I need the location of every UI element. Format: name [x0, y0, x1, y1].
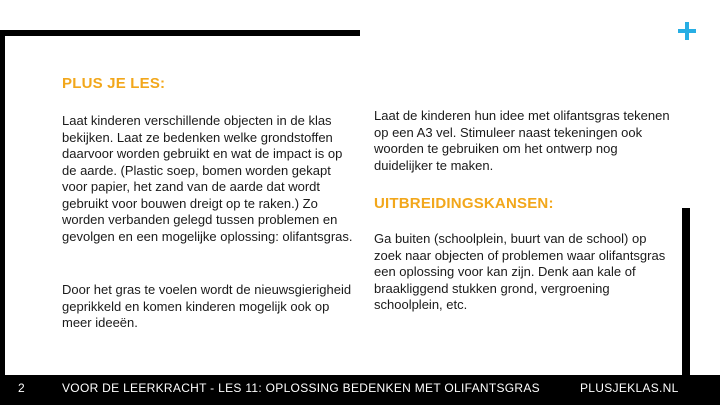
right-paragraph-1: Laat de kinderen hun idee met olifantsgras tekenen op een A3 vel. Stimuleer naast tekeningen ook woorden te gebruiken om het ontwerp nog duidelijker te maken.	[374, 108, 670, 173]
right-paragraph-2: Ga buiten (schoolplein, buurt van de school) op zoek naar objecten of problemen waar olifantsgras een oplossing voor kan zijn. Denk aan kale of braakliggend stukken grond, vergroening schoolplein, etc.	[374, 231, 666, 312]
frame-top-border	[0, 30, 360, 36]
footer-site-link[interactable]: PLUSJEKLAS.NL	[580, 381, 679, 395]
left-paragraph-1: Laat kinderen verschillende objecten in de klas bekijken. Laat ze bedenken welke grondstoffen daarvoor worden gebruikt en wat de impact is op de aarde. (Plastic soep, bomen worden gekapt voor papier, het zand van de aarde dat wordt gebruikt voor bouwen dreigt op te raken.) Zo worden verbanden gelegd tussen problemen en gevolgen en een mogelijke oplossing: olifantsgras.	[62, 113, 353, 244]
left-paragraph-2: Door het gras te voelen wordt de nieuwsgierigheid geprikkeld en komen kinderen mogelijk ook op meer ideeën.	[62, 282, 352, 330]
footer-title: VOOR DE LEERKRACHT - LES 11: OPLOSSING BEDENKEN MET OLIFANTSGRAS	[62, 381, 540, 395]
frame-right-border	[682, 208, 690, 375]
uitbreidingskansen-heading: UITBREIDINGSKANSEN:	[374, 195, 554, 212]
plus-icon	[678, 22, 696, 40]
frame-left-border	[0, 30, 5, 375]
plus-je-les-heading: PLUS JE LES:	[62, 75, 166, 92]
page-number: 2	[18, 381, 25, 395]
